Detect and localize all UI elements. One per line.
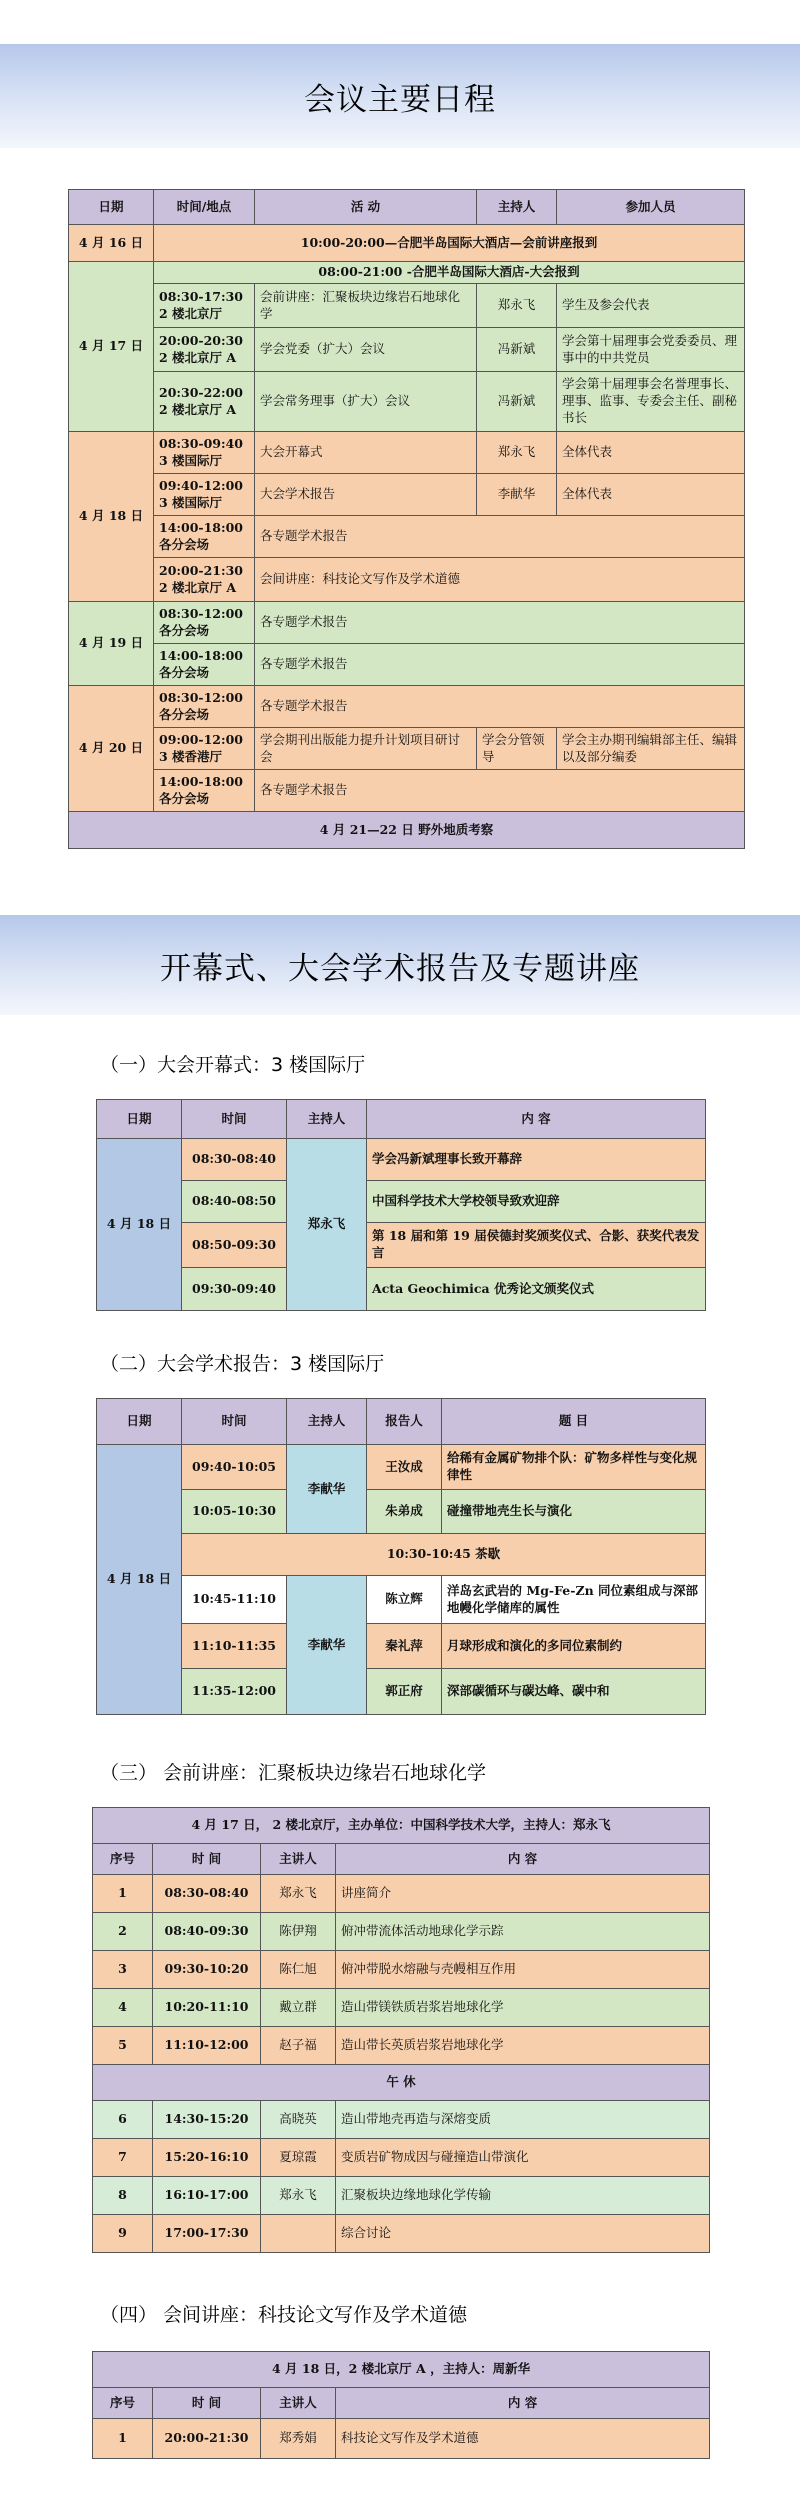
- col-date: 日期: [69, 190, 154, 225]
- activity-cell: 各专题学术报告: [255, 770, 745, 812]
- date-cell: 4 月 18 日: [97, 1139, 182, 1311]
- table-row: [97, 1534, 706, 1576]
- time-place-cell: [154, 328, 255, 372]
- title-cell: 碰撞带地壳生长与演化: [442, 1490, 706, 1534]
- lecture2-table: [92, 2351, 710, 2459]
- no-cell: 8: [93, 2177, 153, 2215]
- content-cell: 汇聚板块边缘地球化学传输: [336, 2177, 710, 2215]
- event-cell: 08:00-21:00 -合肥半岛国际大酒店-大会报到: [154, 262, 745, 284]
- time-cell: 11:10-12:00: [153, 2027, 261, 2065]
- date-cell: 4 月 17 日: [69, 262, 154, 432]
- no-cell: 2: [93, 1913, 153, 1951]
- host-cell: 学会分管领导: [477, 728, 557, 770]
- time-cell: 08:50-09:30: [182, 1223, 287, 1268]
- activity-cell: 各专题学术报告: [255, 516, 745, 558]
- lecture1-header-row: [93, 1844, 710, 1875]
- place: 3 楼国际厅: [159, 452, 223, 468]
- col-activity: 活 动: [255, 190, 477, 225]
- time-cell: 10:45-11:10: [182, 1576, 287, 1624]
- time-place-cell: [154, 284, 255, 328]
- col-time: 时 间: [153, 2388, 261, 2419]
- opening-table: [96, 1099, 706, 1311]
- place: 各分会场: [159, 790, 210, 806]
- col-date: 日期: [97, 1399, 182, 1445]
- activity-cell: 各专题学术报告: [255, 644, 745, 686]
- content-cell: 第 18 届和第 19 届侯德封奖颁奖仪式、合影、获奖代表发言: [367, 1223, 706, 1268]
- time-cell: 15:20-16:10: [153, 2139, 261, 2177]
- speaker-cell: 郭正府: [367, 1669, 442, 1715]
- table-row: [93, 2027, 710, 2065]
- time-cell: 17:00-17:30: [153, 2215, 261, 2253]
- speaker-cell: 秦礼萍: [367, 1624, 442, 1669]
- speaker-cell: 郑秀娟: [261, 2419, 336, 2459]
- no-cell: 6: [93, 2101, 153, 2139]
- speaker-cell: 朱弟成: [367, 1490, 442, 1534]
- table-row: [97, 1624, 706, 1669]
- date-cell: 4 月 19 日: [69, 602, 154, 686]
- table-row: [93, 2215, 710, 2253]
- time-cell: 20:00-21:30: [153, 2419, 261, 2459]
- place: 3 楼国际厅: [159, 494, 223, 510]
- no-cell: 3: [93, 1951, 153, 1989]
- event-cell: 10:00-20:00—合肥半岛国际大酒店—会前讲座报到: [154, 225, 745, 262]
- section-heading-opening: （一）大会开幕式：3 楼国际厅: [100, 1054, 366, 1076]
- plenary-table: [96, 1398, 706, 1715]
- time: 20:00-21:30: [159, 562, 243, 578]
- table-row: [69, 372, 745, 432]
- speaker-cell: 夏琼霞: [261, 2139, 336, 2177]
- time-cell: 16:10-17:00: [153, 2177, 261, 2215]
- col-speaker: 主讲人: [261, 2388, 336, 2419]
- time-place-cell: [154, 474, 255, 516]
- place: 各分会场: [159, 536, 210, 552]
- activity-cell: 会前讲座：汇聚板块边缘岩石地球化学: [255, 284, 477, 328]
- table-row: [69, 516, 745, 558]
- no-cell: 9: [93, 2215, 153, 2253]
- time-cell: 10:05-10:30: [182, 1490, 287, 1534]
- col-content: 内 容: [336, 1844, 710, 1875]
- activity-cell: 学会党委（扩大）会议: [255, 328, 477, 372]
- place: 2 楼北京厅 A: [159, 579, 237, 595]
- speaker-cell: 陈伊翔: [261, 1913, 336, 1951]
- content-cell: 讲座简介: [336, 1875, 710, 1913]
- people-cell: 学会第十届理事会党委委员、理事中的中共党员: [557, 328, 745, 372]
- section-heading-lecture2: （四） 会间讲座：科技论文写作及学术道德: [100, 2304, 468, 2326]
- lunch-cell: 午 休: [93, 2065, 710, 2101]
- date-cell: 4 月 18 日: [69, 432, 154, 602]
- col-title: 题 目: [442, 1399, 706, 1445]
- place: 2 楼北京厅 A: [159, 349, 237, 365]
- activity-cell: 各专题学术报告: [255, 602, 745, 644]
- lecture1-info-row: [93, 1808, 710, 1844]
- host-cell: 李献华: [477, 474, 557, 516]
- speaker-cell: 郑永飞: [261, 1875, 336, 1913]
- time: 14:00-18:00: [159, 647, 243, 663]
- speaker-cell: 高晓英: [261, 2101, 336, 2139]
- host-cell: 冯新斌: [477, 328, 557, 372]
- col-host: 主持人: [287, 1399, 367, 1445]
- people-cell: 学会第十届理事会名誉理事长、理事、监事、专委会主任、副秘书长: [557, 372, 745, 432]
- content-cell: 造山带地壳再造与深熔变质: [336, 2101, 710, 2139]
- time-place-cell: [154, 770, 255, 812]
- time: 14:00-18:00: [159, 519, 243, 535]
- col-time: 时间: [182, 1100, 287, 1139]
- table-row: [93, 2419, 710, 2459]
- content-cell: 造山带长英质岩浆岩地球化学: [336, 2027, 710, 2065]
- table-row: [97, 1576, 706, 1624]
- activity-cell: 大会开幕式: [255, 432, 477, 474]
- section-heading-plenary: （二）大会学术报告：3 楼国际厅: [100, 1353, 385, 1375]
- no-cell: 7: [93, 2139, 153, 2177]
- col-no: 序号: [93, 1844, 153, 1875]
- table-row: [69, 262, 745, 284]
- time-cell: 08:40-09:30: [153, 1913, 261, 1951]
- date-cell: 4 月 16 日: [69, 225, 154, 262]
- opening-header-row: [97, 1100, 706, 1139]
- col-time: 时间: [182, 1399, 287, 1445]
- col-host: 主持人: [477, 190, 557, 225]
- speaker-cell: 陈仁旭: [261, 1951, 336, 1989]
- table-row: [93, 1875, 710, 1913]
- time: 08:30-09:40: [159, 435, 243, 451]
- table-row: [93, 1951, 710, 1989]
- table-row: [69, 602, 745, 644]
- table-row: [93, 1989, 710, 2027]
- speaker-cell: 陈立辉: [367, 1576, 442, 1624]
- table-row: [97, 1181, 706, 1223]
- title-cell: 洋岛玄武岩的 Mg-Fe-Zn 同位素组成与深部地幔化学储库的属性: [442, 1576, 706, 1624]
- people-cell: 全体代表: [557, 432, 745, 474]
- schedule-footer-row: [69, 812, 745, 849]
- people-cell: 学会主办期刊编辑部主任、编辑以及部分编委: [557, 728, 745, 770]
- table-row: [69, 770, 745, 812]
- date-cell: 4 月 18 日: [97, 1445, 182, 1715]
- time-cell: 08:30-08:40: [153, 1875, 261, 1913]
- table-row: [97, 1139, 706, 1181]
- people-cell: 全体代表: [557, 474, 745, 516]
- table-row: [69, 474, 745, 516]
- table-row: [97, 1490, 706, 1534]
- col-speaker: 报告人: [367, 1399, 442, 1445]
- table-row: [97, 1445, 706, 1490]
- table-row: [69, 328, 745, 372]
- host-cell: 冯新斌: [477, 372, 557, 432]
- content-cell: 综合讨论: [336, 2215, 710, 2253]
- place: 各分会场: [159, 706, 210, 722]
- lecture-info-cell: 4 月 18 日，2 楼北京厅 A ，主持人：周新华: [93, 2352, 710, 2388]
- place: 2 楼北京厅: [159, 305, 223, 321]
- no-cell: 1: [93, 1875, 153, 1913]
- col-no: 序号: [93, 2388, 153, 2419]
- activity-cell: 学会常务理事（扩大）会议: [255, 372, 477, 432]
- table-row: [93, 2139, 710, 2177]
- place: 3 楼香港厅: [159, 748, 223, 764]
- time-cell: 09:30-10:20: [153, 1951, 261, 1989]
- host-cell: 郑永飞: [477, 432, 557, 474]
- place: 各分会场: [159, 664, 210, 680]
- col-host: 主持人: [287, 1100, 367, 1139]
- table-row: [69, 644, 745, 686]
- speaker-cell: [261, 2215, 336, 2253]
- content-cell: 学会冯新斌理事长致开幕辞: [367, 1139, 706, 1181]
- time-place-cell: [154, 602, 255, 644]
- banner-title: 开幕式、大会学术报告及专题讲座: [160, 950, 640, 987]
- activity-cell: 各专题学术报告: [255, 686, 745, 728]
- host-cell: 郑永飞: [477, 284, 557, 328]
- place: 2 楼北京厅 A: [159, 401, 237, 417]
- content-cell: 科技论文写作及学术道德: [336, 2419, 710, 2459]
- time: 08:30-12:00: [159, 605, 243, 621]
- col-time: 时间/地点: [154, 190, 255, 225]
- title-cell: 月球形成和演化的多同位素制约: [442, 1624, 706, 1669]
- field-trip-cell: 4 月 21—22 日 野外地质考察: [69, 812, 745, 849]
- time: 09:00-12:00: [159, 731, 243, 747]
- time-cell: 08:30-08:40: [182, 1139, 287, 1181]
- no-cell: 4: [93, 1989, 153, 2027]
- activity-cell: 学会期刊出版能力提升计划项目研讨会: [255, 728, 477, 770]
- table-row: [69, 728, 745, 770]
- no-cell: 1: [93, 2419, 153, 2459]
- table-row: [97, 1223, 706, 1268]
- col-content: 内 容: [336, 2388, 710, 2419]
- content-cell: 变质岩矿物成因与碰撞造山带演化: [336, 2139, 710, 2177]
- time-cell: 11:10-11:35: [182, 1624, 287, 1669]
- no-cell: 5: [93, 2027, 153, 2065]
- table-row: [93, 1913, 710, 1951]
- time: 14:00-18:00: [159, 773, 243, 789]
- place: 各分会场: [159, 622, 210, 638]
- speaker-cell: 王汝成: [367, 1445, 442, 1490]
- activity-cell: 大会学术报告: [255, 474, 477, 516]
- host-cell: 李献华: [287, 1576, 367, 1715]
- time: 08:30-12:00: [159, 689, 243, 705]
- table-row: [69, 225, 745, 262]
- table-row: [69, 686, 745, 728]
- host-cell: 郑永飞: [287, 1139, 367, 1311]
- people-cell: 学生及参会代表: [557, 284, 745, 328]
- col-date: 日期: [97, 1100, 182, 1139]
- activity-cell: 会间讲座：科技论文写作及学术道德: [255, 558, 745, 602]
- schedule-header-row: [69, 190, 745, 225]
- col-time: 时 间: [153, 1844, 261, 1875]
- table-row: [93, 2177, 710, 2215]
- lecture1-table: [92, 1807, 710, 2253]
- banner-schedule: [0, 44, 800, 148]
- time-place-cell: [154, 728, 255, 770]
- table-row: [97, 1268, 706, 1311]
- banner-opening: [0, 915, 800, 1015]
- time-cell: 09:30-09:40: [182, 1268, 287, 1311]
- title-cell: 给稀有金属矿物排个队：矿物多样性与变化规律性: [442, 1445, 706, 1490]
- content-cell: 中国科学技术大学校领导致欢迎辞: [367, 1181, 706, 1223]
- time-cell: 09:40-10:05: [182, 1445, 287, 1490]
- time: 20:00-20:30: [159, 332, 243, 348]
- content-cell: 造山带镁铁质岩浆岩地球化学: [336, 1989, 710, 2027]
- table-row: [97, 1669, 706, 1715]
- lunch-row: [93, 2065, 710, 2101]
- title-cell: 深部碳循环与碳达峰、碳中和: [442, 1669, 706, 1715]
- time-cell: 11:35-12:00: [182, 1669, 287, 1715]
- table-row: [69, 284, 745, 328]
- time: 08:30-17:30: [159, 288, 243, 304]
- time-place-cell: [154, 372, 255, 432]
- plenary-header-row: [97, 1399, 706, 1445]
- content-cell: 俯冲带脱水熔融与壳幔相互作用: [336, 1951, 710, 1989]
- speaker-cell: 郑永飞: [261, 2177, 336, 2215]
- col-people: 参加人员: [557, 190, 745, 225]
- col-speaker: 主讲人: [261, 1844, 336, 1875]
- schedule-table: [68, 189, 745, 849]
- table-row: [93, 2101, 710, 2139]
- col-content: 内 容: [367, 1100, 706, 1139]
- content-cell: 俯冲带流体活动地球化学示踪: [336, 1913, 710, 1951]
- time-place-cell: [154, 516, 255, 558]
- date-cell: 4 月 20 日: [69, 686, 154, 812]
- speaker-cell: 戴立群: [261, 1989, 336, 2027]
- lecture2-info-row: [93, 2352, 710, 2388]
- banner-title: 会议主要日程: [304, 81, 496, 118]
- tea-break-cell: 10:30-10:45 茶歇: [182, 1534, 706, 1576]
- time: 20:30-22:00: [159, 384, 243, 400]
- time-cell: 08:40-08:50: [182, 1181, 287, 1223]
- time-place-cell: [154, 558, 255, 602]
- table-row: [69, 558, 745, 602]
- time-place-cell: [154, 644, 255, 686]
- speaker-cell: 赵子福: [261, 2027, 336, 2065]
- time-place-cell: [154, 432, 255, 474]
- content-cell: Acta Geochimica 优秀论文颁奖仪式: [367, 1268, 706, 1311]
- time-place-cell: [154, 686, 255, 728]
- lecture-info-cell: 4 月 17 日， 2 楼北京厅，主办单位：中国科学技术大学，主持人：郑永飞: [93, 1808, 710, 1844]
- table-row: [69, 432, 745, 474]
- time-cell: 10:20-11:10: [153, 1989, 261, 2027]
- host-cell: 李献华: [287, 1445, 367, 1534]
- time-cell: 14:30-15:20: [153, 2101, 261, 2139]
- time: 09:40-12:00: [159, 477, 243, 493]
- lecture2-header-row: [93, 2388, 710, 2419]
- section-heading-lecture1: （三） 会前讲座：汇聚板块边缘岩石地球化学: [100, 1762, 487, 1784]
